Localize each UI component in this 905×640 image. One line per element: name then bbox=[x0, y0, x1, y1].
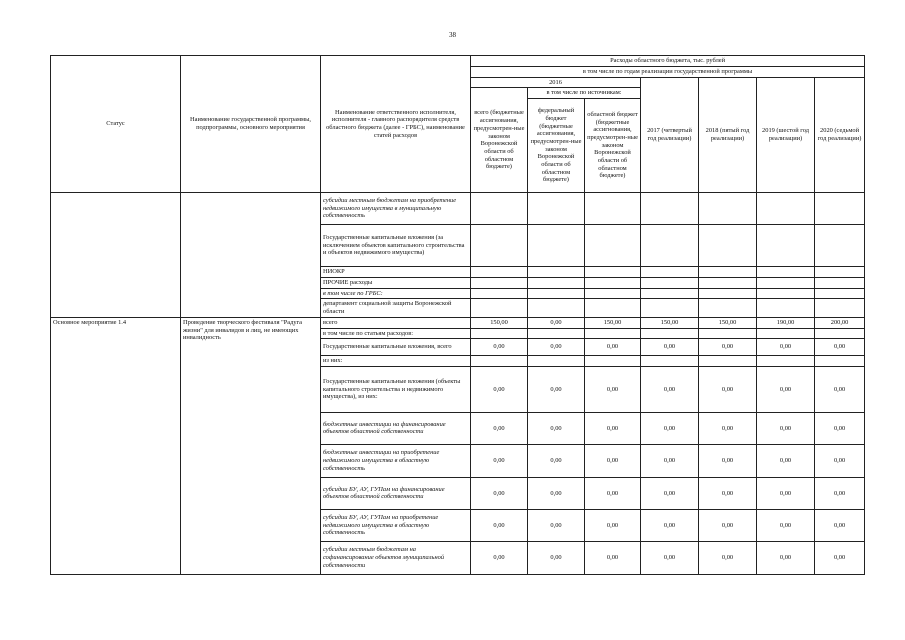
value-cell: 0,00 bbox=[471, 541, 528, 574]
value-cell-empty bbox=[815, 193, 865, 225]
expense-item-label: в том числе по статьям расходов: bbox=[321, 328, 471, 339]
value-cell: 0,00 bbox=[815, 366, 865, 412]
value-cell-empty bbox=[815, 288, 865, 299]
value-cell: 0,00 bbox=[585, 339, 641, 356]
expense-item-label: субсидии местным бюджетам на софинансирование объектов муниципальной собственности bbox=[321, 541, 471, 574]
value-cell: 0,00 bbox=[699, 339, 757, 356]
value-cell-empty bbox=[585, 356, 641, 367]
value-cell: 0,00 bbox=[815, 444, 865, 477]
value-cell: 0,00 bbox=[641, 541, 699, 574]
value-cell: 190,00 bbox=[757, 317, 815, 328]
expense-item-label: НИОКР bbox=[321, 267, 471, 278]
program-cell-empty bbox=[181, 193, 321, 318]
value-cell: 0,00 bbox=[699, 509, 757, 541]
value-cell-empty bbox=[528, 267, 585, 278]
header-total: всего (бюджетные ассигнования, предусмотрен-ные законом Воронежской области об областном бюджете) bbox=[471, 88, 528, 193]
page-number: 38 bbox=[449, 31, 456, 39]
value-cell-empty bbox=[528, 328, 585, 339]
value-cell-empty bbox=[699, 193, 757, 225]
value-cell: 0,00 bbox=[699, 444, 757, 477]
expense-item-label: департамент социальной защиты Воронежской области bbox=[321, 299, 471, 317]
value-cell: 0,00 bbox=[699, 541, 757, 574]
value-cell: 0,00 bbox=[699, 477, 757, 509]
value-cell: 0,00 bbox=[528, 339, 585, 356]
value-cell-empty bbox=[699, 356, 757, 367]
value-cell: 0,00 bbox=[815, 412, 865, 444]
value-cell: 0,00 bbox=[585, 509, 641, 541]
value-cell-empty bbox=[471, 356, 528, 367]
expense-item-label: ПРОЧИЕ расходы bbox=[321, 277, 471, 288]
value-cell-empty bbox=[585, 225, 641, 267]
value-cell: 0,00 bbox=[471, 477, 528, 509]
value-cell-empty bbox=[815, 299, 865, 317]
value-cell: 0,00 bbox=[471, 444, 528, 477]
value-cell: 0,00 bbox=[585, 366, 641, 412]
value-cell-empty bbox=[528, 277, 585, 288]
value-cell: 0,00 bbox=[528, 317, 585, 328]
value-cell-empty bbox=[528, 193, 585, 225]
expense-item-label: субсидии БУ, АУ, ГУПам на приобретение недвижимого имущества в областную собственность bbox=[321, 509, 471, 541]
value-cell: 0,00 bbox=[815, 477, 865, 509]
expense-item-label: Государственные капитальные вложения, всего bbox=[321, 339, 471, 356]
expense-item-label: субсидии БУ, АУ, ГУПам на финансирование объектов областной собственности bbox=[321, 477, 471, 509]
header-2019: 2019 (шестой год реализации) bbox=[757, 77, 815, 192]
value-cell: 0,00 bbox=[641, 444, 699, 477]
value-cell: 0,00 bbox=[471, 509, 528, 541]
value-cell: 0,00 bbox=[471, 366, 528, 412]
value-cell: 0,00 bbox=[528, 366, 585, 412]
value-cell-empty bbox=[699, 288, 757, 299]
value-cell-empty bbox=[471, 193, 528, 225]
value-cell: 0,00 bbox=[757, 477, 815, 509]
header-federal: федеральный бюджет (бюджетные ассигнования, предусмотрен-ные законом Воронежской области об областном бюджете) bbox=[528, 99, 585, 193]
value-cell-empty bbox=[699, 299, 757, 317]
value-cell-empty bbox=[471, 299, 528, 317]
status-cell-empty bbox=[51, 193, 181, 318]
value-cell: 200,00 bbox=[815, 317, 865, 328]
value-cell-empty bbox=[585, 193, 641, 225]
value-cell: 0,00 bbox=[757, 509, 815, 541]
value-cell: 0,00 bbox=[585, 541, 641, 574]
value-cell-empty bbox=[815, 356, 865, 367]
value-cell-empty bbox=[585, 277, 641, 288]
value-cell-empty bbox=[528, 288, 585, 299]
expense-item-label: Государственные капитальные вложения (за исключением объектов капитального строительства и объектов недвижимого имущества) bbox=[321, 225, 471, 267]
value-cell-empty bbox=[585, 267, 641, 278]
value-cell-empty bbox=[699, 267, 757, 278]
value-cell: 0,00 bbox=[528, 412, 585, 444]
header-2020: 2020 (седьмой год реализации) bbox=[815, 77, 865, 192]
value-cell-empty bbox=[757, 299, 815, 317]
value-cell-empty bbox=[528, 299, 585, 317]
value-cell-empty bbox=[757, 267, 815, 278]
value-cell-empty bbox=[585, 288, 641, 299]
header-regional: областной бюджет (бюджетные ассигнования, предусмотрен-ные законом Воронежской области об областном бюджете) bbox=[585, 99, 641, 193]
value-cell: 0,00 bbox=[641, 509, 699, 541]
value-cell: 0,00 bbox=[585, 477, 641, 509]
value-cell: 0,00 bbox=[528, 541, 585, 574]
value-cell-empty bbox=[641, 299, 699, 317]
value-cell: 0,00 bbox=[757, 541, 815, 574]
value-cell-empty bbox=[699, 328, 757, 339]
value-cell: 150,00 bbox=[699, 317, 757, 328]
measure-status: Основное мероприятие 1.4 bbox=[51, 317, 181, 574]
value-cell: 0,00 bbox=[699, 412, 757, 444]
value-cell-empty bbox=[757, 328, 815, 339]
value-cell-empty bbox=[815, 267, 865, 278]
value-cell: 0,00 bbox=[528, 509, 585, 541]
value-cell: 0,00 bbox=[757, 366, 815, 412]
value-cell: 150,00 bbox=[471, 317, 528, 328]
header-executor: Наименование ответственного исполнителя, исполнителя - главного распорядителя средств областного бюджета (далее - ГРБС), наименование статей расходов bbox=[321, 56, 471, 193]
value-cell-empty bbox=[815, 277, 865, 288]
header-budget-title: Расходы областного бюджета, тыс. рублей bbox=[471, 56, 865, 67]
expense-item-label: всего bbox=[321, 317, 471, 328]
expense-item-label: бюджетные инвестиции на приобретение недвижимого имущества в областную собственность bbox=[321, 444, 471, 477]
expense-item-label: Государственные капитальные вложения (объекты капитального строительства и недвижимого имущества), из них: bbox=[321, 366, 471, 412]
header-status: Статус bbox=[51, 56, 181, 193]
value-cell-empty bbox=[815, 225, 865, 267]
value-cell-empty bbox=[641, 288, 699, 299]
value-cell-empty bbox=[757, 277, 815, 288]
value-cell: 0,00 bbox=[699, 366, 757, 412]
value-cell-empty bbox=[585, 328, 641, 339]
value-cell: 0,00 bbox=[585, 444, 641, 477]
value-cell-empty bbox=[585, 299, 641, 317]
expense-item-label: субсидии местным бюджетам на приобретение недвижимого имущества в муниципальную собственность bbox=[321, 193, 471, 225]
value-cell: 0,00 bbox=[757, 412, 815, 444]
value-cell-empty bbox=[757, 225, 815, 267]
value-cell-empty bbox=[641, 356, 699, 367]
value-cell-empty bbox=[757, 193, 815, 225]
value-cell: 0,00 bbox=[757, 339, 815, 356]
value-cell-empty bbox=[699, 225, 757, 267]
value-cell-empty bbox=[641, 225, 699, 267]
header-2017: 2017 (четвертый год реализации) bbox=[641, 77, 699, 192]
value-cell-empty bbox=[528, 356, 585, 367]
value-cell: 150,00 bbox=[641, 317, 699, 328]
header-program-name: Наименование государственной программы, подпрограммы, основного мероприятия bbox=[181, 56, 321, 193]
header-by-years: в том числе по годам реализации государственной программы bbox=[471, 67, 865, 78]
value-cell: 0,00 bbox=[641, 366, 699, 412]
expense-item-label: в том числе по ГРБС: bbox=[321, 288, 471, 299]
value-cell: 0,00 bbox=[757, 444, 815, 477]
value-cell: 150,00 bbox=[585, 317, 641, 328]
value-cell-empty bbox=[699, 277, 757, 288]
value-cell: 0,00 bbox=[641, 477, 699, 509]
value-cell-empty bbox=[757, 356, 815, 367]
value-cell: 0,00 bbox=[815, 509, 865, 541]
value-cell: 0,00 bbox=[641, 339, 699, 356]
value-cell: 0,00 bbox=[471, 339, 528, 356]
expense-item-label: из них: bbox=[321, 356, 471, 367]
header-2018: 2018 (пятый год реализации) bbox=[699, 77, 757, 192]
measure-name: Проведение творческого фестиваля "Радуга жизни" для инвалидов и лиц, не имеющих инвалидность bbox=[181, 317, 321, 574]
value-cell-empty bbox=[641, 193, 699, 225]
value-cell: 0,00 bbox=[585, 412, 641, 444]
value-cell-empty bbox=[641, 328, 699, 339]
value-cell: 0,00 bbox=[815, 339, 865, 356]
value-cell-empty bbox=[528, 225, 585, 267]
value-cell: 0,00 bbox=[528, 444, 585, 477]
header-by-sources: в том числе по источникам: bbox=[528, 88, 641, 99]
value-cell-empty bbox=[815, 328, 865, 339]
budget-table bbox=[50, 55, 865, 575]
value-cell-empty bbox=[471, 277, 528, 288]
value-cell-empty bbox=[641, 277, 699, 288]
value-cell-empty bbox=[641, 267, 699, 278]
value-cell-empty bbox=[471, 267, 528, 278]
value-cell: 0,00 bbox=[641, 412, 699, 444]
value-cell-empty bbox=[471, 288, 528, 299]
value-cell-empty bbox=[757, 288, 815, 299]
header-year-2016: 2016 bbox=[471, 77, 641, 88]
value-cell-empty bbox=[471, 328, 528, 339]
expense-item-label: бюджетные инвестиции на финансирование объектов областной собственности bbox=[321, 412, 471, 444]
value-cell: 0,00 bbox=[528, 477, 585, 509]
value-cell: 0,00 bbox=[471, 412, 528, 444]
value-cell-empty bbox=[471, 225, 528, 267]
value-cell: 0,00 bbox=[815, 541, 865, 574]
